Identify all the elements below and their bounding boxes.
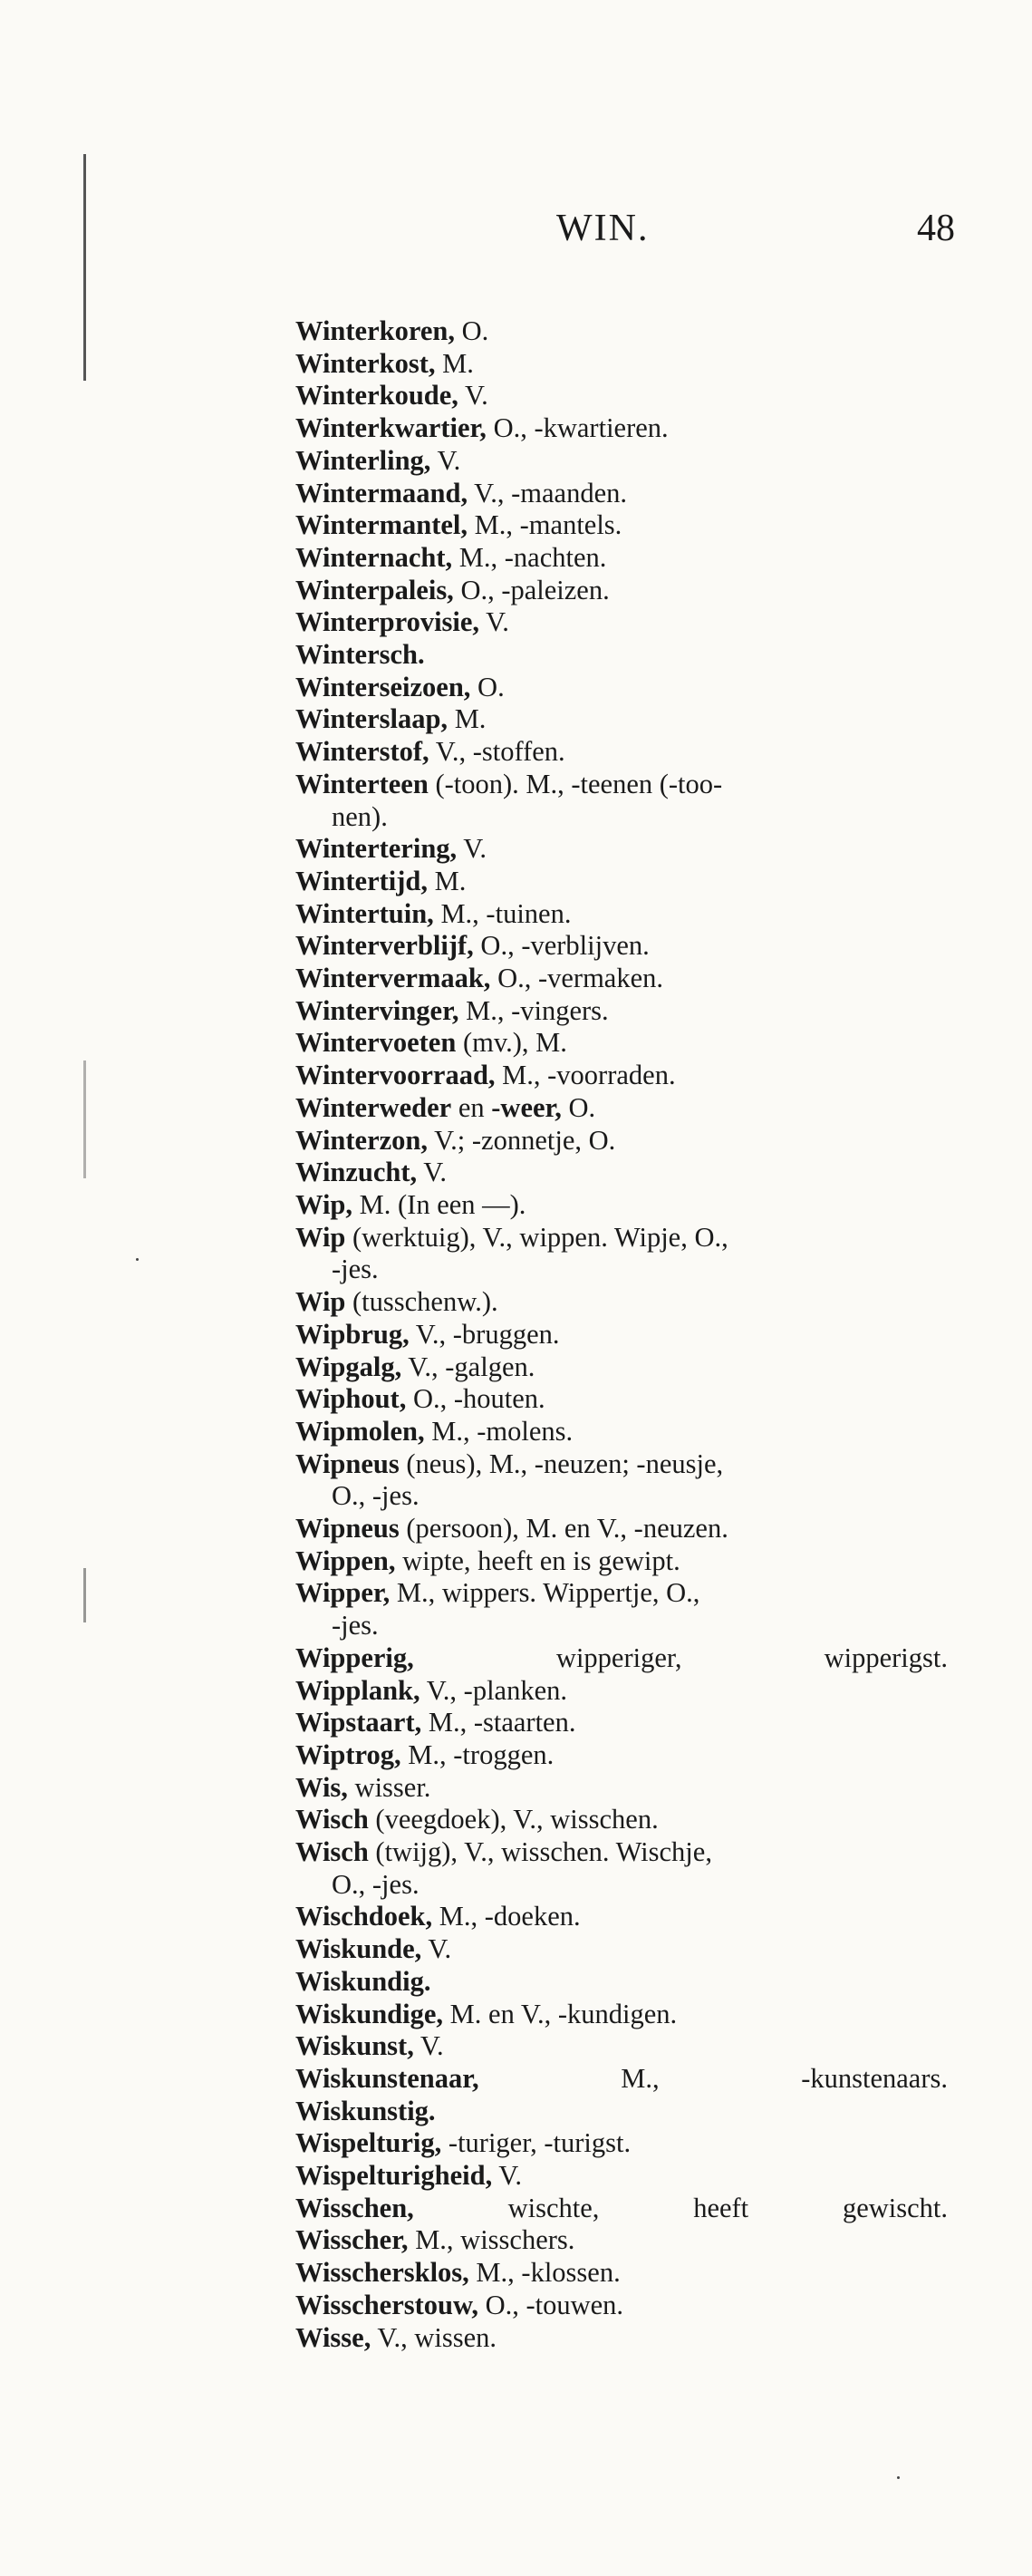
dictionary-entry <box>295 2063 948 2096</box>
headword: Wipstaart, <box>295 1707 422 1738</box>
headword: Wispelturig, <box>295 2127 442 2159</box>
dictionary-entry <box>295 1707 948 1739</box>
entry-text: en <box>451 1091 492 1123</box>
headword: Winzucht, <box>295 1157 418 1188</box>
entry-text: O., -touwen. <box>477 2289 624 2320</box>
entry-text: (twijg), V., wisschen. Wischje, <box>368 1836 712 1868</box>
headword: Wipmolen, <box>295 1415 425 1447</box>
entry-continuation: nen). <box>332 800 388 832</box>
entry-text: (-toon). M., -teenen (-too- <box>428 768 723 799</box>
entry-text: M., wisschers. <box>408 2224 575 2256</box>
entry-text: M., -staarten. <box>421 1707 576 1738</box>
entry-word: M., <box>621 2062 660 2094</box>
entry-text: V. <box>421 1933 452 1965</box>
entry-text: (persoon), M. en V., -neuzen. <box>399 1513 728 1545</box>
entry-text: O. <box>470 671 505 702</box>
dictionary-entry <box>295 380 948 412</box>
headword: Wipgalg, <box>295 1351 402 1382</box>
headword: Wip <box>295 1221 346 1253</box>
print-speck <box>897 2476 900 2479</box>
headword: Wintermantel, <box>295 509 468 541</box>
entry-text: O., -vermaken. <box>490 963 663 994</box>
entry-text: V., -stoffen. <box>429 736 565 768</box>
headword: Winterkoren, <box>295 315 455 346</box>
entry-text: M., -nachten. <box>452 541 607 573</box>
dictionary-entry <box>295 1999 948 2031</box>
headword: Winterkost, <box>295 347 436 379</box>
headword: Wintervermaak, <box>295 963 491 994</box>
headword-variant: -weer, <box>491 1091 562 1123</box>
headword: Wipplank, <box>295 1674 420 1706</box>
entry-text: M., -mantels. <box>468 509 622 541</box>
margin-rule-middle <box>83 1060 86 1178</box>
entry-text: M., wippers. Wippertje, O., <box>390 1577 700 1609</box>
dictionary-entry <box>295 2224 948 2257</box>
dictionary-entry <box>295 1125 948 1157</box>
page-header <box>0 207 1032 261</box>
entry-text: V. <box>413 2030 444 2062</box>
headword: Wis, <box>295 1771 348 1803</box>
dictionary-entry <box>295 542 948 575</box>
headword: Wisschersklos, <box>295 2257 469 2289</box>
dictionary-entry <box>295 2030 948 2063</box>
entry-continuation: -jes. <box>332 1610 379 1641</box>
entry-text: M. (In een —). <box>352 1188 526 1220</box>
entry-text: O., -houten. <box>406 1383 545 1415</box>
dictionary-entry <box>295 1027 948 1060</box>
entry-text: V. <box>430 444 461 476</box>
dictionary-entry <box>295 1966 948 1999</box>
headword: Wisschen, <box>295 2192 414 2223</box>
dictionary-entry <box>295 1092 948 1125</box>
headword: Wipneus <box>295 1513 400 1545</box>
entry-text: O., -paleizen. <box>453 574 610 605</box>
headword: Wipneus <box>295 1448 400 1479</box>
dictionary-entry <box>295 478 948 510</box>
entry-text: wipte, heeft en is gewipt. <box>395 1545 680 1576</box>
entry-text: (mv.), M. <box>456 1027 567 1059</box>
entry-text: M. <box>435 347 474 379</box>
headword: Wintersch. <box>295 639 425 671</box>
entry-text: M., -klossen. <box>468 2257 621 2289</box>
headword: Winterseizoen, <box>295 671 471 702</box>
entry-text: M., -tuinen. <box>433 897 572 929</box>
dictionary-entry <box>295 703 948 736</box>
dictionary-entry <box>295 2127 948 2160</box>
dictionary-entry <box>295 575 948 607</box>
headword: Wintervinger, <box>295 994 459 1026</box>
dictionary-entry <box>295 1577 948 1641</box>
dictionary-entry <box>295 2096 948 2128</box>
dictionary-entry <box>295 1545 948 1578</box>
running-head: WIN. <box>556 208 650 249</box>
entry-text: V. <box>492 2160 523 2192</box>
entry-text: V., -galgen. <box>401 1351 535 1382</box>
headword: Wiskunst, <box>295 2030 414 2062</box>
dictionary-entry <box>295 1675 948 1708</box>
dictionary-entry <box>295 509 948 542</box>
headword: Wiskundig. <box>295 1965 431 1997</box>
dictionary-entry <box>295 445 948 478</box>
headword: Wisch <box>295 1804 369 1835</box>
headword: Winterverblijf, <box>295 930 474 962</box>
dictionary-entry <box>295 1060 948 1092</box>
headword: Wiskunde, <box>295 1933 422 1965</box>
dictionary-entry <box>295 1772 948 1805</box>
entry-word: wipperigst. <box>824 1641 948 1673</box>
headword: Wiskundige, <box>295 1998 444 2029</box>
entry-text: M. <box>448 703 487 735</box>
margin-rule-top <box>83 154 86 381</box>
dictionary-entry <box>295 1157 948 1189</box>
entry-text: M., -vingers. <box>458 994 609 1026</box>
entry-text: M., -molens. <box>424 1415 574 1447</box>
dictionary-entry <box>295 1416 948 1448</box>
dictionary-entry <box>295 639 948 672</box>
headword: Wipper, <box>295 1577 391 1609</box>
dictionary-entry <box>295 1836 948 1901</box>
entry-text: V. <box>458 380 488 412</box>
dictionary-entry <box>295 1804 948 1836</box>
dictionary-entry <box>295 1351 948 1384</box>
entry-text: O. <box>561 1091 596 1123</box>
headword: Winterteen <box>295 768 429 799</box>
headword: Winterkoude, <box>295 380 458 412</box>
margin-rule-lower <box>83 1568 86 1622</box>
print-speck <box>136 1258 139 1261</box>
dictionary-entry <box>295 1222 948 1286</box>
entry-text: V., -planken. <box>420 1674 567 1706</box>
dictionary-entry <box>295 866 948 898</box>
dictionary-entry <box>295 2290 948 2322</box>
dictionary-entries <box>295 315 948 2354</box>
headword: Wintermaand, <box>295 477 468 508</box>
headword: Wiskunstenaar, <box>295 2062 479 2094</box>
dictionary-entry <box>295 2160 948 2193</box>
dictionary-entry <box>295 898 948 931</box>
entry-text: O., -verblijven. <box>473 930 650 962</box>
entry-word: wischte, <box>507 2192 600 2223</box>
headword: Wiphout, <box>295 1383 407 1415</box>
dictionary-entry <box>295 1933 948 1966</box>
entry-text: M., -voorraden. <box>495 1060 676 1091</box>
dictionary-entry <box>295 1448 948 1513</box>
headword: Wiskunstig. <box>295 2095 436 2126</box>
headword: Winterslaap, <box>295 703 448 735</box>
entry-word: -kunstenaars. <box>801 2062 948 2094</box>
entry-word: gewischt. <box>842 2192 948 2223</box>
headword: Wispelturigheid, <box>295 2160 493 2192</box>
headword: Wintervoorraad, <box>295 1060 496 1091</box>
headword: Wippen, <box>295 1545 396 1576</box>
dictionary-entry <box>295 2257 948 2290</box>
headword: Wintertuin, <box>295 897 434 929</box>
headword: Wipperig, <box>295 1641 414 1673</box>
dictionary-entry <box>295 930 948 963</box>
headword: Winterling, <box>295 444 431 476</box>
headword: Wisscherstouw, <box>295 2289 478 2320</box>
entry-text: O., -kwartieren. <box>486 412 669 444</box>
page-number: 48 <box>917 208 955 249</box>
entry-text: -turiger, -turigst. <box>441 2127 632 2159</box>
headword: Winterstof, <box>295 736 429 768</box>
headword: Wisscher, <box>295 2224 409 2256</box>
dictionary-entry <box>295 995 948 1028</box>
dictionary-entry <box>295 2193 948 2225</box>
dictionary-entry <box>295 963 948 995</box>
entry-text: O. <box>454 315 489 346</box>
entry-word: heeft <box>693 2192 749 2223</box>
dictionary-entry <box>295 1739 948 1772</box>
dictionary-entry <box>295 412 948 445</box>
headword: Wintervoeten <box>295 1027 457 1059</box>
entry-text: V., -bruggen. <box>409 1318 560 1350</box>
dictionary-entry <box>295 1189 948 1222</box>
dictionary-entry <box>295 2322 948 2355</box>
dictionary-entry <box>295 833 948 866</box>
entry-continuation: O., -jes. <box>332 1480 420 1512</box>
dictionary-entry <box>295 736 948 769</box>
dictionary-entry <box>295 1642 948 1675</box>
dictionary-entry <box>295 1513 948 1545</box>
dictionary-entry <box>295 606 948 639</box>
dictionary-entry <box>295 769 948 833</box>
dictionary-entry <box>295 1319 948 1351</box>
dictionary-entry <box>295 1383 948 1416</box>
entry-text: (tusschenw.). <box>345 1286 498 1318</box>
entry-text: V., -maanden. <box>468 477 627 508</box>
headword: Winterpaleis, <box>295 574 454 605</box>
headword: Wip <box>295 1286 346 1318</box>
entry-text: V. <box>479 606 509 638</box>
headword: Wip, <box>295 1188 353 1220</box>
entry-text: V., wissen. <box>371 2321 497 2353</box>
headword: Wischdoek, <box>295 1901 433 1932</box>
entry-continuation: -jes. <box>332 1254 379 1285</box>
entry-text: M., -doeken. <box>432 1901 581 1932</box>
entry-text: V.; -zonnetje, O. <box>428 1124 616 1156</box>
dictionary-entry <box>295 1901 948 1933</box>
headword: Wintertijd, <box>295 865 428 896</box>
entry-text: M., -troggen. <box>400 1738 555 1770</box>
headword: Winternacht, <box>295 541 453 573</box>
headword: Wiptrog, <box>295 1738 401 1770</box>
dictionary-entry <box>295 672 948 704</box>
entry-text: (veegdoek), V., wisschen. <box>368 1804 659 1835</box>
entry-word: wipperiger, <box>555 1641 682 1673</box>
entry-continuation: O., -jes. <box>332 1868 420 1900</box>
headword: Wisch <box>295 1836 369 1868</box>
headword: Wintertering, <box>295 833 458 865</box>
dictionary-entry <box>295 348 948 381</box>
headword: Winterprovisie, <box>295 606 480 638</box>
entry-text: (werktuig), V., wippen. Wipje, O., <box>345 1221 728 1253</box>
headword: Wisse, <box>295 2321 371 2353</box>
entry-text: M. <box>428 865 467 896</box>
entry-text: V. <box>457 833 487 865</box>
dictionary-entry <box>295 315 948 348</box>
headword: Wipbrug, <box>295 1318 410 1350</box>
entry-text: V. <box>417 1157 447 1188</box>
entry-text: wisser. <box>347 1771 431 1803</box>
entry-text: (neus), M., -neuzen; -neusje, <box>399 1448 724 1479</box>
entry-text: M. en V., -kundigen. <box>443 1998 678 2029</box>
headword: Winterkwartier, <box>295 412 487 444</box>
dictionary-entry <box>295 1286 948 1319</box>
headword: Winterzon, <box>295 1124 428 1156</box>
headword: Winterweder <box>295 1091 452 1123</box>
